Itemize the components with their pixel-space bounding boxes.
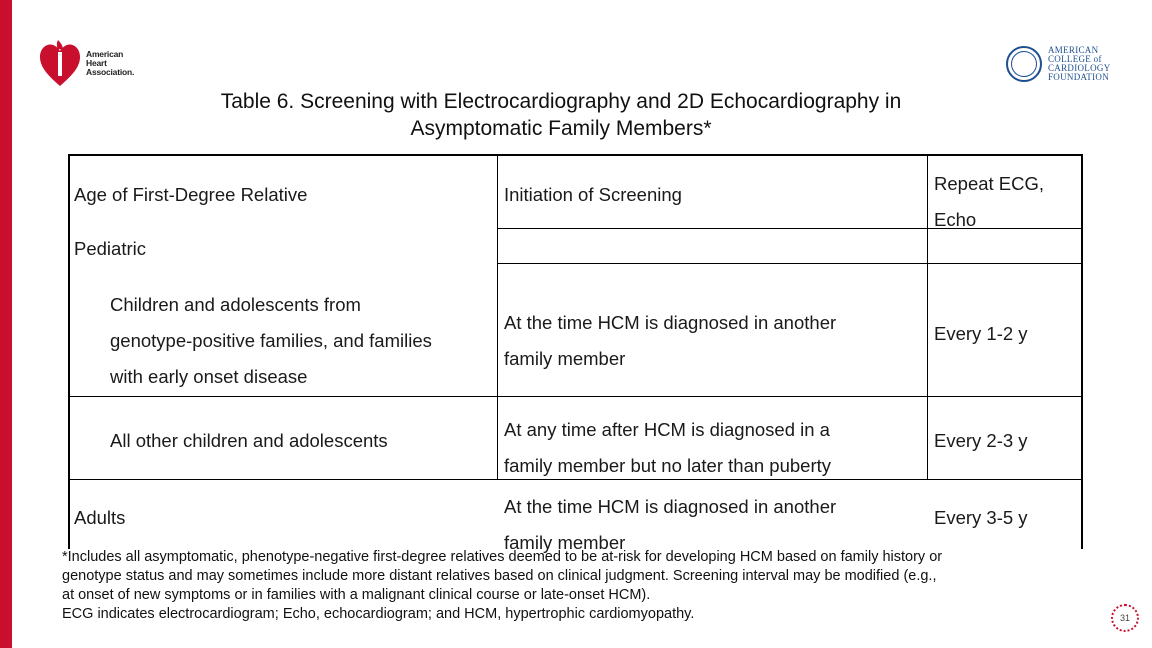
row2-age: All other children and adolescents [110,430,388,451]
page-number: 31 [1111,604,1139,632]
table-title: Table 6. Screening with Electrocardiography and 2D Echocardiography in Asymptomatic Family Members* [220,90,902,140]
row1-age: Children and adolescents from genotype-positive families, and families with early onset disease [110,294,432,387]
brand-sidebar-stripe [0,0,12,648]
row-divider-pediatric [497,263,1082,264]
aha-logo [38,38,134,88]
table-border-left [68,154,70,549]
acc-logo [1006,46,1111,82]
section-pediatric: Pediatric [74,238,146,259]
header-age: Age of First-Degree Relative [74,184,308,205]
row2-initiation: At any time after HCM is diagnosed in a family member but no later than puberty [504,419,831,476]
header-initiation: Initiation of Screening [504,184,682,205]
heart-torch-icon [38,38,82,88]
acc-logo-text: AMERICAN COLLEGE of CARDIOLOGY FOUNDATION [1048,45,1111,82]
row1-repeat: Every 1-2 y [934,323,1028,344]
row2-repeat: Every 2-3 y [934,430,1028,451]
table-border-top [68,154,1083,156]
row3-age: Adults [74,507,126,528]
column-divider-1 [497,154,498,480]
acc-seal-icon [1006,46,1042,82]
header-repeat: Repeat ECG, Echo [934,173,1045,230]
table-border-right [1081,154,1083,549]
row3-repeat: Every 3-5 y [934,507,1028,528]
row3-initiation: At the time HCM is diagnosed in another family member [504,496,837,553]
column-divider-2 [927,154,928,480]
row-divider-1 [68,396,1083,397]
footnote: *Includes all asymptomatic, phenotype-negative first-degree relatives deemed to be at-risk for developing HCM based on family history or genotype status and may sometimes include more distant relatives based on clinical judgment. Screening interval may be modified (e.g., at onset of new symptoms or in families with a malignant clinical course or late-onset HCM). ECG indicates electrocardiogram; Echo, echocardiogram; and HCM, hypertrophic cardiomyopathy. [62,549,943,622]
aha-logo-text: American Heart Association. [86,48,135,77]
row1-initiation: At the time HCM is diagnosed in another family member [504,312,837,369]
